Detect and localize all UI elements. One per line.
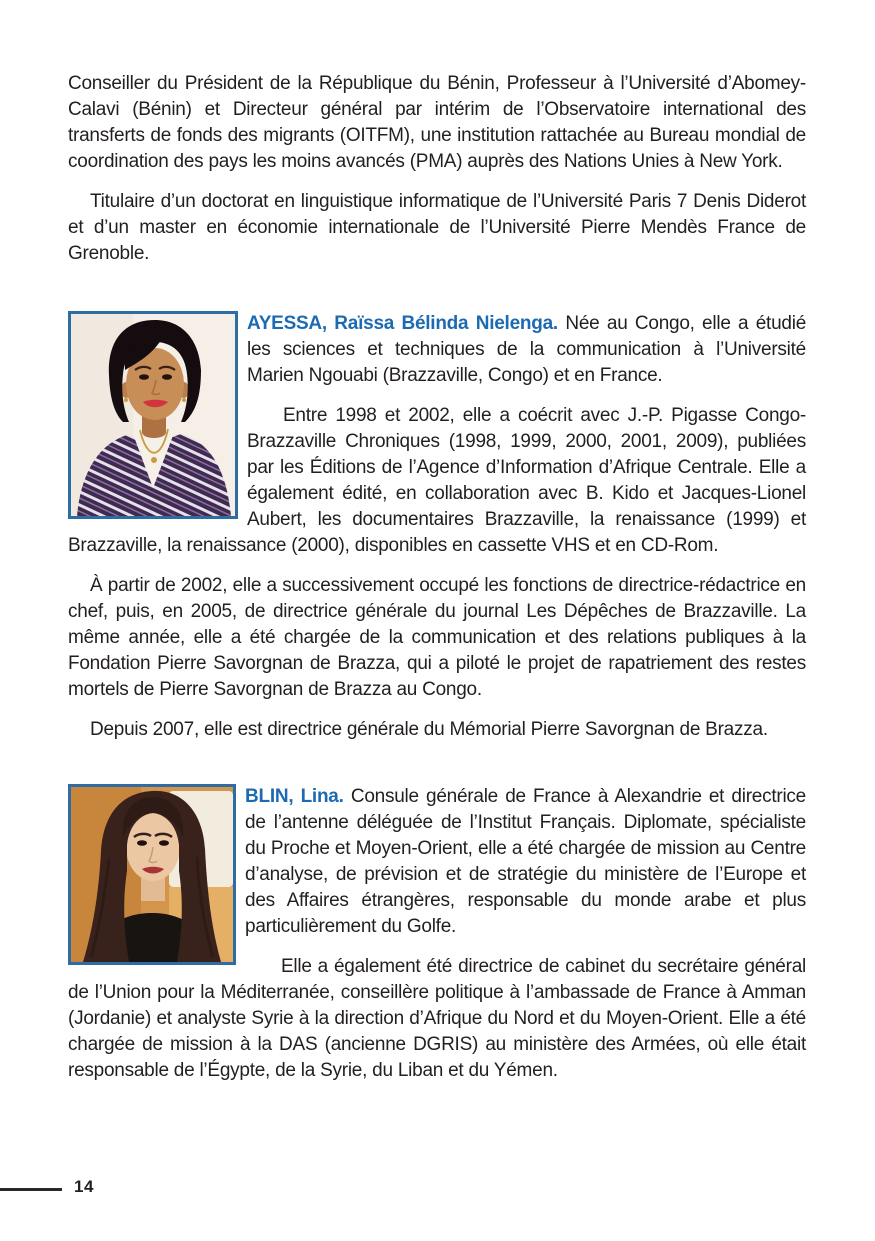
blin-photo-illustration	[71, 787, 233, 962]
ayessa-paragraph-1-text: Née au Congo, elle a étudié les sciences et techniques de la communication à l’Université Marien Ngouabi (Brazzaville, Congo) et en France.	[247, 313, 807, 386]
entry-ayessa	[68, 311, 806, 757]
blin-paragraph-2: Elle a également été directrice de cabinet du secrétaire général de l’Union pour la Méditerranée, conseillère politique à l’ambassade de France à Amman (Jordanie) et analyste Syrie à la direction d’Afrique du Nord et du Moyen-Orient. Elle a été chargée de mission à la DAS (ancienne DGRIS) au ministère des Armées, où elle était responsable de l’Égypte, de la Syrie, du Liban et du Yémen.	[68, 956, 806, 1081]
ayessa-photo-illustration	[71, 314, 235, 516]
intro-paragraph-1: Conseiller du Président de la République du Bénin, Professeur à l’Université d’Abomey-Calavi (Bénin) et Directeur général par intérim de l’Observatoire international des transferts de fonds des migrants (OITFM), une institution rattachée au Bureau mondial de coordination des pays les moins avancés (PMA) auprès des Nations Unies à New York.	[68, 73, 806, 172]
entry-blin	[68, 784, 806, 1098]
portrait-photo-ayessa	[68, 311, 238, 519]
ayessa-paragraph-2: Entre 1998 et 2002, elle a coécrit avec J.-P. Pigasse Congo-Brazzaville Chroniques (1998, 1999, 2000, 2001, 2009), publiées par les Éditions de l’Agence d’Information d’Afrique Centrale. Elle a également édité, en collaboration avec B. Kido et Jacques-Lionel Aubert, les documentaires Brazzaville, la renaissance (1999) et Brazzaville, la renaissance (2000), disponibles en cassette VHS et en CD-Rom.	[68, 405, 806, 556]
intro-paragraph-2: Titulaire d’un doctorat en linguistique informatique de l’Université Paris 7 Denis Diderot et d’un master en économie internationale de l’Université Pierre Mendès France de Grenoble.	[68, 191, 806, 264]
ayessa-name: AYESSA, Raïssa Bélinda Nielenga.	[247, 313, 558, 334]
ayessa-paragraph-3: À partir de 2002, elle a successivement occupé les fonctions de directrice-rédactrice en chef, puis, en 2005, de directrice générale du journal Les Dépêches de Brazzaville. La même année, elle a été chargée de la communication et des relations publiques à la Fondation Pierre Savorgnan de Brazza, qui a piloté le projet de rapatriement des restes mortels de Pierre Savorgnan de Brazza au Congo.	[68, 575, 806, 700]
footer-rule	[0, 1188, 62, 1191]
blin-name: BLIN, Lina.	[245, 786, 344, 807]
ayessa-paragraph-4: Depuis 2007, elle est directrice générale du Mémorial Pierre Savorgnan de Brazza.	[90, 719, 768, 740]
portrait-photo-blin	[68, 784, 236, 965]
page-number: 14	[74, 1177, 94, 1196]
blin-paragraph-1-text: Consule générale de France à Alexandrie et directrice de l’antenne déléguée de l’Institut Français. Diplomate, spécialiste du Proche et Moyen-Orient, elle a été chargée de mission au Centre d’analyse, de prévision et de stratégie du ministère de l’Europe et des Affaires étrangères, responsable du monde arabe et plus particulièrement du Golfe.	[245, 786, 806, 937]
